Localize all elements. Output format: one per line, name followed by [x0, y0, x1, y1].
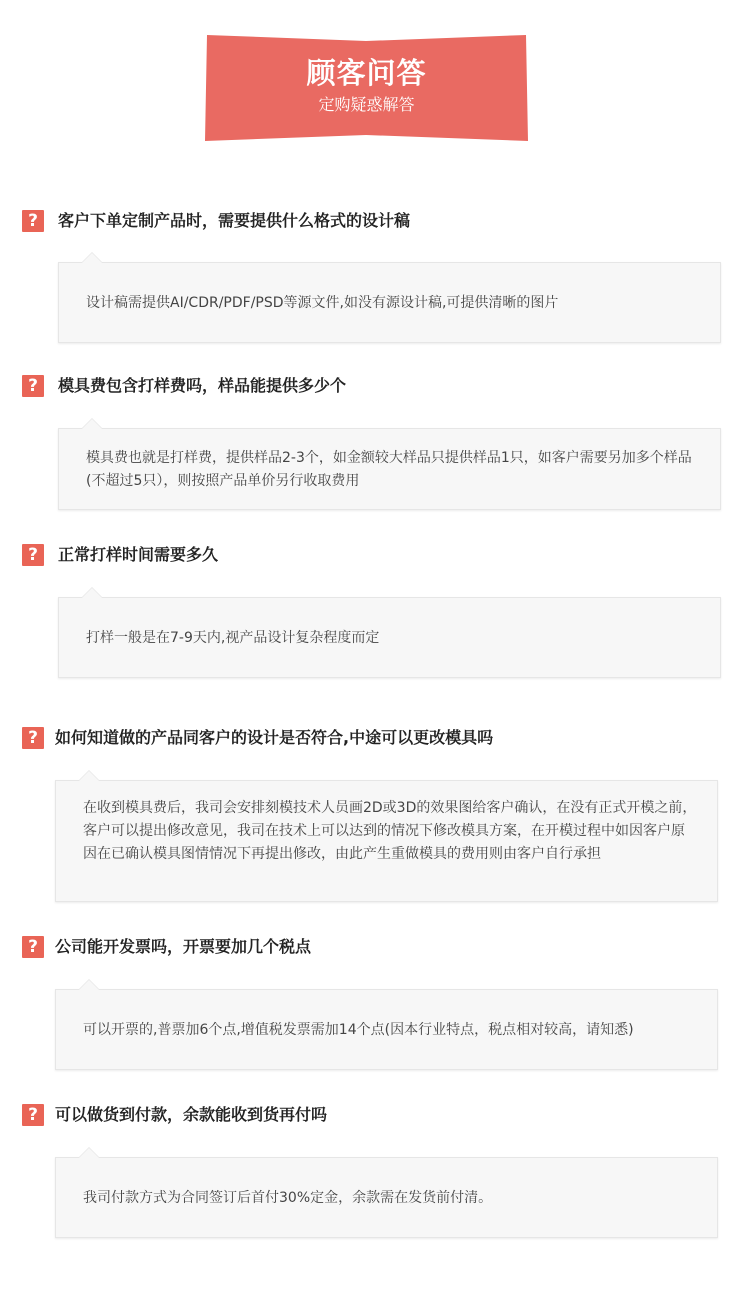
answer-text: 设计稿需提供AI/CDR/PDF/PSD等源文件,如没有源设计稿,可提供清晰的图片: [86, 295, 559, 311]
question-mark-icon: ?: [22, 936, 44, 958]
answer-box: [58, 597, 721, 678]
answer-text: 我司付款方式为合同签订后首付30%定金，余款需在发货前付清。: [83, 1190, 493, 1206]
answer-box: [58, 428, 721, 510]
page-title: 顾客问答: [306, 56, 427, 90]
question-text: 正常打样时间需要多久: [58, 545, 219, 564]
question-mark-icon: ?: [22, 210, 44, 232]
question-text: 如何知道做的产品同客户的设计是否符合,中途可以更改模具吗: [55, 728, 494, 747]
question-mark-icon: ?: [22, 727, 44, 749]
header-banner: [205, 33, 528, 143]
page-subtitle: 定购疑惑解答: [318, 95, 415, 114]
question-text: 公司能开发票吗，开票要加几个税点: [55, 937, 312, 956]
answer-box: [58, 262, 721, 343]
answer-text: 可以开票的,普票加6个点,增值税发票需加14个点(因本行业特点，税点相对较高，请知悉): [83, 1022, 634, 1038]
answer-box: [55, 989, 718, 1070]
question-mark-icon: ?: [22, 1104, 44, 1126]
question-mark-icon: ?: [22, 544, 44, 566]
question-text: 模具费包含打样费吗，样品能提供多少个: [58, 376, 347, 395]
question-text: 客户下单定制产品时，需要提供什么格式的设计稿: [58, 211, 411, 230]
answer-box: [55, 780, 718, 902]
answer-box: [55, 1157, 718, 1238]
question-mark-icon: ?: [22, 375, 44, 397]
answer-text: 在收到模具费后，我司会安排刻模技术人员画2D或3D的效果图给客户确认，在没有正式开模之前，客户可以提出修改意见，我司在技术上可以达到的情况下修改模具方案，在开模过程中如因客户原因在已确认模具图情情况下再提出修改，由此产生重做模具的费用则由客户自行承担: [83, 800, 697, 862]
question-text: 可以做货到付款，余款能收到货再付吗: [55, 1105, 328, 1124]
answer-text: 打样一般是在7-9天内,视产品设计复杂程度而定: [86, 630, 380, 646]
answer-text: 模具费也就是打样费，提供样品2-3个，如金额较大样品只提供样品1只，如客户需要另加多个样品(不超过5只），则按照产品单价另行收取费用: [86, 450, 692, 489]
